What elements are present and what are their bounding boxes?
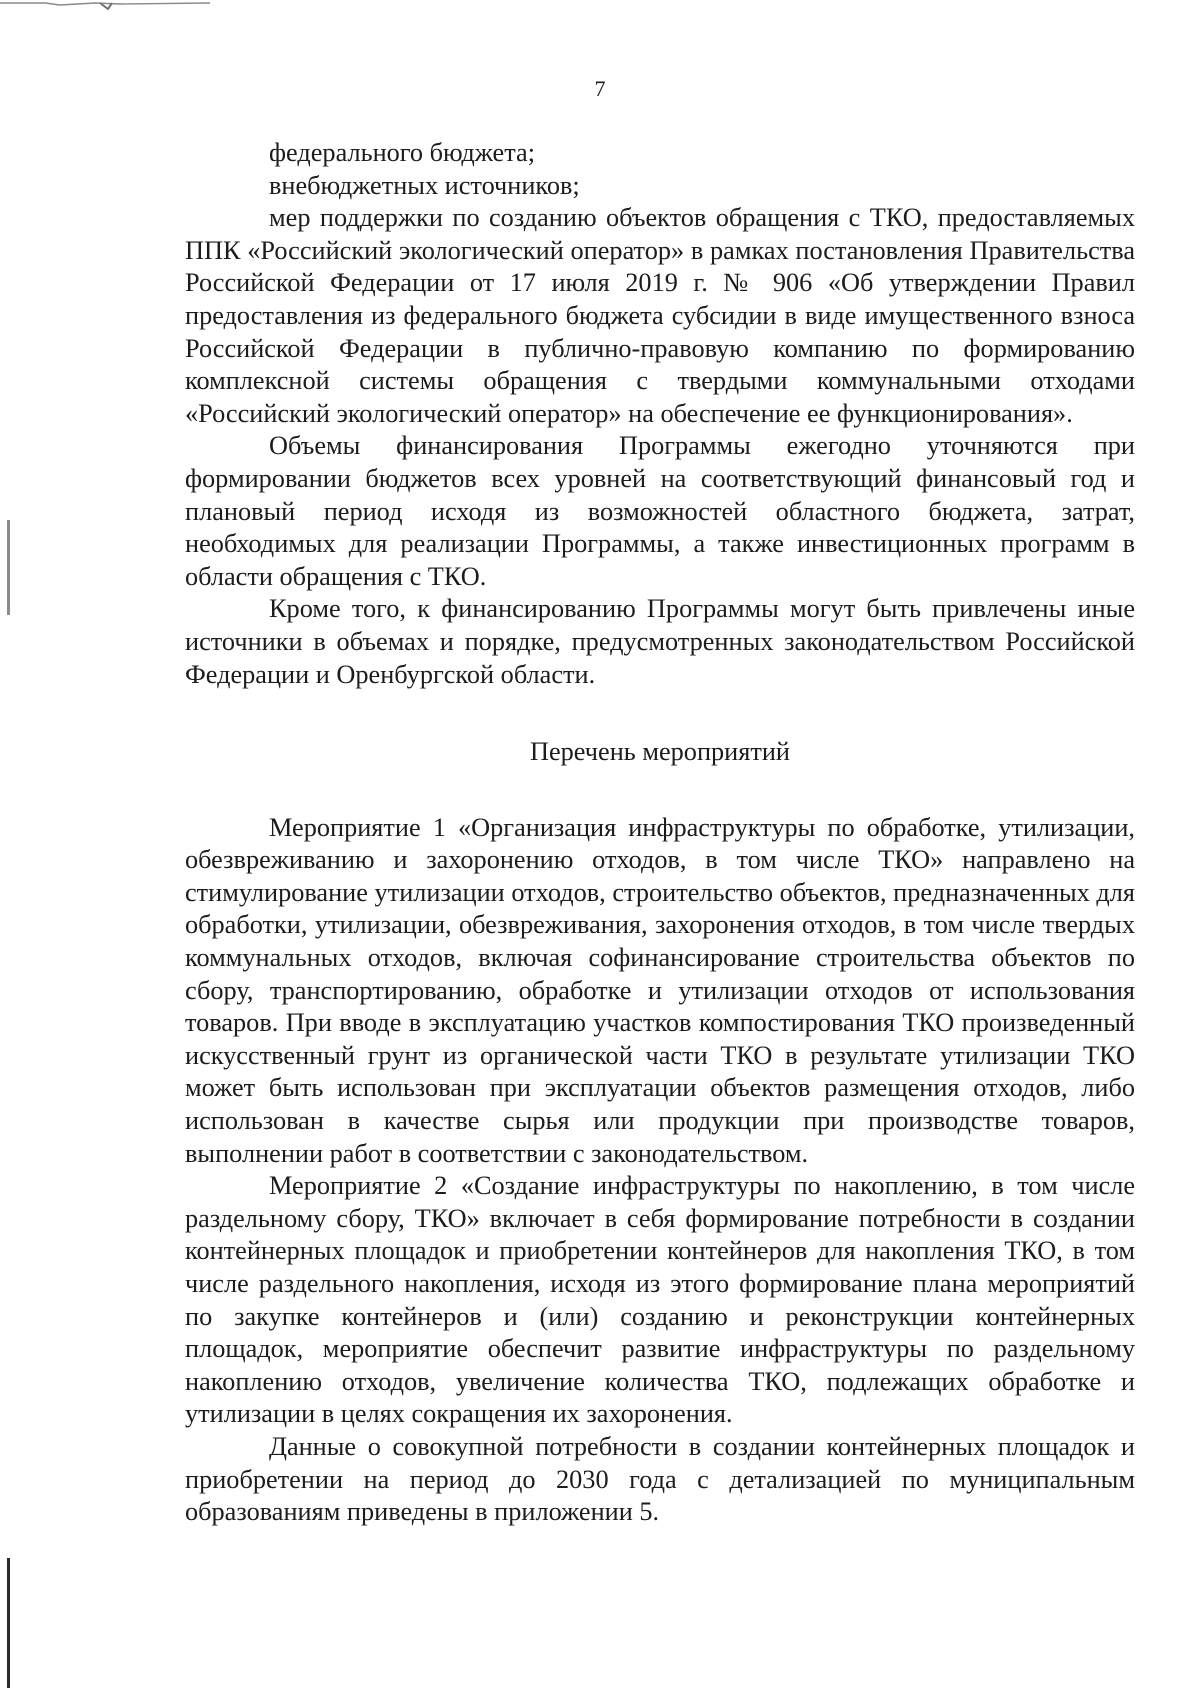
scan-margin-line [7,520,10,615]
document-body [185,137,1135,1529]
paragraph-measure-2: Мероприятие 2 «Создание инфраструктуры по накоплению, в том числе раздельному сбору, ТКО» включает в себя формирование потребности в создании контейнерных площадок и приобретении контейнеров для накопления ТКО, в том числе раздельного накопления, исходя из этого формирование плана мероприятий по закупке контейнеров и (или) созданию и реконструкции контейнерных площадок, мероприятие обеспечит развитие инфраструктуры по раздельному накоплению отходов, увеличение количества ТКО, подлежащих обработке и утилизации в целях сокращения их захоронения. [185,1171,1135,1429]
paragraph-support-measures: мер поддержки по созданию объектов обращения с ТКО, предоставляемых ППК «Российский экологический оператор» в рамках постановления Правительства Российской Федерации от 17 июля 2019 г. № 906 «Об утверждении Правил предоставления из федерального бюджета субсидии в виде имущественного взноса Российской Федерации в публично-правовую компанию по формированию комплексной системы обращения с твердыми коммунальными отходами «Российский экологический оператор» на обеспечение ее функционирования». [185,203,1135,428]
paragraph-other-sources: Кроме того, к финансированию Программы могут быть привлечены иные источники в объемах и порядке, предусмотренных законодательством Российской Федерации и Оренбургской области. [185,594,1135,689]
section-heading: Перечень мероприятий [529,737,790,767]
paragraph-measure-1: Мероприятие 1 «Организация инфраструктуры по обработке, утилизации, обезвреживанию и захоронению отходов, в том числе ТКО» направлено на стимулирование утилизации отходов, строительство объектов, предназначенных для обработки, утилизации, обезвреживания, захоронения отходов, в том числе твердых коммунальных отходов, включая софинансирование строительства объектов по сбору, транспортированию, обработке и утилизации отходов от использования товаров. При вводе в эксплуатацию участков компостирования ТКО произведенный искусственный грунт из органической части ТКО в результате утилизации ТКО может быть использован при эксплуатации объектов размещения отходов, либо использован в качестве сырья или продукции при производстве товаров, выполнении работ в соответствии с законодательством. [185,812,1135,1168]
list-item-extrabudgetary-sources: внебюджетных источников; [269,170,580,200]
page-number: 7 [594,76,606,101]
scan-margin-line [7,1558,10,1688]
paragraph-funding-volumes: Объемы финансирования Программы ежегодно уточняются при формировании бюджетов всех уровней на соответствующий финансовый год и плановый период исходя из возможностей областного бюджета, затрат, необходимых для реализации Программы, а также инвестиционных программ в области обращения с ТКО. [185,431,1135,591]
list-item-federal-budget: федерального бюджета; [269,138,536,167]
paragraph-container-data: Данные о совокупной потребности в создании контейнерных площадок и приобретении на период до 2030 года с детализацией по муниципальным образованиям приведены в приложении 5. [185,1431,1135,1527]
scan-artifact-mark [0,0,210,10]
